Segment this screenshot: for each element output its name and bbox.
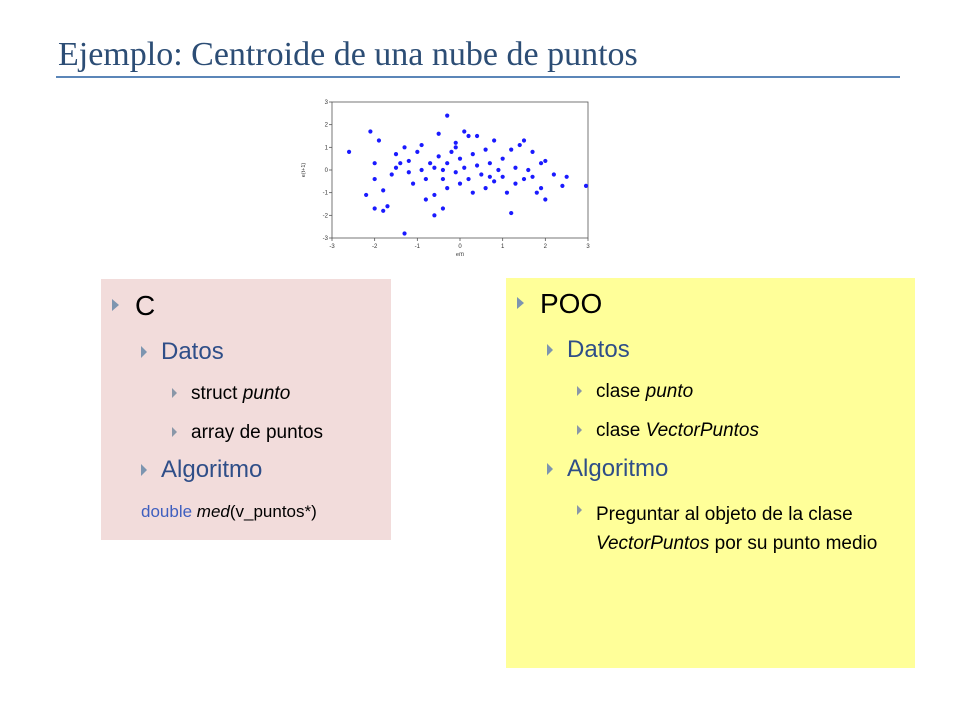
bullet-arrow-icon xyxy=(517,297,524,309)
scatter-point xyxy=(462,166,466,170)
scatter-point xyxy=(420,143,424,147)
bullet-arrow-icon xyxy=(577,386,582,396)
x-tick-label: 3 xyxy=(586,244,590,250)
c-code-signature: double med(v_puntos*) xyxy=(141,502,317,521)
scatter-point xyxy=(373,177,377,181)
scatter-point xyxy=(424,197,428,201)
scatter-point xyxy=(377,138,381,142)
scatter-point xyxy=(509,148,513,152)
scatter-point xyxy=(381,188,385,192)
scatter-point xyxy=(432,166,436,170)
scatter-point xyxy=(475,163,479,167)
scatter-point xyxy=(488,175,492,179)
poo-heading: POO xyxy=(517,288,602,320)
bullet-arrow-icon xyxy=(172,388,177,398)
scatter-point xyxy=(560,184,564,188)
bullet-arrow-icon xyxy=(172,427,177,437)
scatter-point xyxy=(432,213,436,217)
scatter-point xyxy=(505,191,509,195)
scatter-point xyxy=(471,191,475,195)
scatter-point xyxy=(415,150,419,154)
poo-datos: Datos xyxy=(547,336,630,364)
scatter-point xyxy=(552,172,556,176)
y-tick-label: -2 xyxy=(322,213,328,220)
bullet-arrow-icon xyxy=(141,346,147,358)
scatter-point xyxy=(513,182,517,186)
scatter-point xyxy=(373,206,377,210)
plot-frame xyxy=(332,102,588,238)
scatter-point xyxy=(501,157,505,161)
y-tick-label: 0 xyxy=(324,168,328,174)
scatter-point xyxy=(347,150,351,154)
scatter-point xyxy=(539,161,543,165)
scatter-point xyxy=(522,177,526,181)
scatter-point xyxy=(402,231,406,235)
scatter-point xyxy=(466,177,470,181)
scatter-point xyxy=(530,175,534,179)
scatter-point xyxy=(441,177,445,181)
c-algoritmo: Algoritmo xyxy=(141,456,262,484)
scatter-point xyxy=(445,186,449,190)
x-tick-label: 2 xyxy=(543,244,548,250)
scatter-point xyxy=(449,150,453,154)
scatter-point xyxy=(445,161,449,165)
scatter-point xyxy=(458,182,462,186)
scatter-point xyxy=(530,150,534,154)
bullet-arrow-icon xyxy=(141,464,147,476)
scatter-point xyxy=(484,186,488,190)
bullet-arrow-icon xyxy=(112,299,119,311)
scatter-point xyxy=(458,157,462,161)
y-tick-label: -1 xyxy=(322,190,328,197)
poo-datos-item: clase punto xyxy=(577,381,693,403)
scatter-point xyxy=(462,129,466,133)
scatter-point xyxy=(526,168,530,172)
bullet-arrow-icon xyxy=(577,425,582,435)
x-tick-label: -3 xyxy=(329,244,335,250)
x-tick-label: -2 xyxy=(371,244,378,250)
x-tick-label: -1 xyxy=(414,244,421,250)
scatter-point xyxy=(454,170,458,174)
scatter-point xyxy=(501,175,505,179)
scatter-point xyxy=(437,132,441,136)
scatter-point xyxy=(428,161,432,165)
y-tick-label: 2 xyxy=(324,122,328,129)
scatter-point xyxy=(539,186,543,190)
scatter-point xyxy=(454,141,458,145)
scatter-point xyxy=(437,154,441,158)
x-tick-label: 0 xyxy=(458,244,462,250)
scatter-point xyxy=(475,134,479,138)
scatter-point xyxy=(364,193,368,197)
y-tick-label: 3 xyxy=(324,100,328,106)
scatter-point xyxy=(471,152,475,156)
scatter-point xyxy=(535,191,539,195)
c-datos-item: array de puntos xyxy=(172,422,323,444)
scatter-point xyxy=(424,177,428,181)
poo-algoritmo: Algoritmo xyxy=(547,455,668,483)
scatter-point xyxy=(522,138,526,142)
scatter-point xyxy=(454,145,458,149)
scatter-point xyxy=(398,161,402,165)
bullet-arrow-icon xyxy=(547,344,553,356)
scatter-point xyxy=(479,172,483,176)
y-tick-label: -3 xyxy=(322,236,328,242)
scatter-point xyxy=(368,129,372,133)
scatter-point xyxy=(496,168,500,172)
scatter-point xyxy=(509,211,513,215)
scatter-point xyxy=(385,204,389,208)
scatter-point xyxy=(513,166,517,170)
scatter-point xyxy=(402,145,406,149)
scatter-point xyxy=(373,161,377,165)
scatter-point xyxy=(492,179,496,183)
poo-datos-item: clase VectorPuntos xyxy=(577,420,759,442)
bullet-arrow-icon xyxy=(547,463,553,475)
c-datos: Datos xyxy=(141,338,224,366)
scatter-point xyxy=(432,193,436,197)
scatter-point xyxy=(394,152,398,156)
y-axis-label: e(t+1) xyxy=(301,162,307,178)
scatter-point xyxy=(390,172,394,176)
x-tick-label: 1 xyxy=(500,244,505,250)
title-underline xyxy=(56,76,900,78)
scatter-point xyxy=(441,206,445,210)
scatter-point xyxy=(565,175,569,179)
scatter-point xyxy=(543,197,547,201)
c-datos-item: struct punto xyxy=(172,383,290,405)
scatter-point xyxy=(543,159,547,163)
scatter-point xyxy=(381,209,385,213)
scatter-point xyxy=(584,184,588,188)
scatter-point xyxy=(466,134,470,138)
scatter-point xyxy=(441,168,445,172)
c-heading: C xyxy=(112,290,155,322)
scatter-point xyxy=(492,138,496,142)
x-axis-label: e(t) xyxy=(455,252,465,256)
bullet-arrow-icon xyxy=(577,505,582,515)
scatter-point xyxy=(394,166,398,170)
scatter-point xyxy=(484,148,488,152)
scatter-point xyxy=(488,161,492,165)
scatter-point xyxy=(518,143,522,147)
poo-algoritmo-item: Preguntar al objeto de la clase VectorPuntos por su punto medio xyxy=(577,500,886,558)
scatter-point xyxy=(445,114,449,118)
scatter-point xyxy=(411,182,415,186)
scatter-point xyxy=(407,159,411,163)
scatter-point xyxy=(407,170,411,174)
scatter-point xyxy=(420,168,424,172)
slide-title: Ejemplo: Centroide de una nube de puntos xyxy=(58,36,638,73)
y-tick-label: 1 xyxy=(324,145,328,152)
scatter-plot xyxy=(300,98,600,256)
